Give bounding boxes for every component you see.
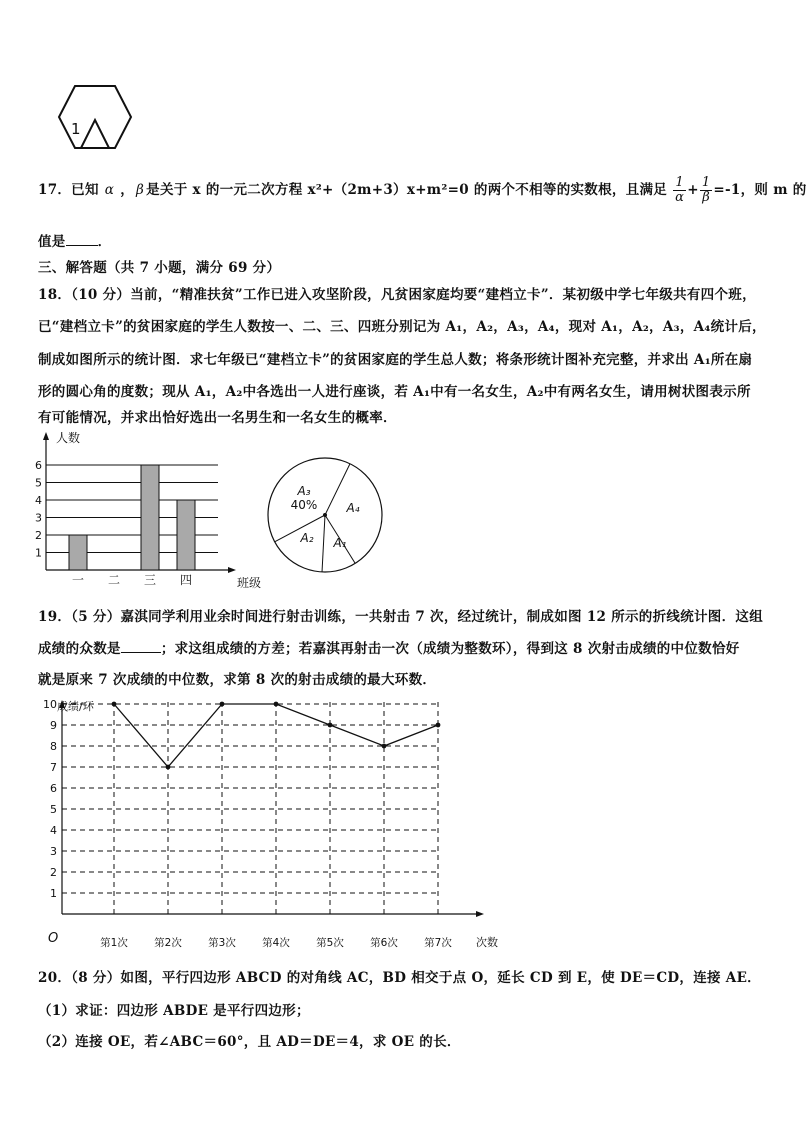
q18-line-1: 18．（10 分）当前，“精准扶贫”工作已进入攻坚阶段，凡贫困家庭均要“建档立卡”．某初级中学七年级共有四个班，: [38, 287, 756, 303]
bar-ytick-label: 5: [35, 476, 42, 490]
q18-line-3: 制成如图所示的统计图．求七年级已“建档立卡”的贫困家庭的学生总人数；将条形统计图补充完整，并求出 A₁所在扇: [38, 352, 753, 368]
line-point: [328, 723, 333, 728]
pie-percent-label: 40%: [290, 498, 318, 512]
line-xtick-label: 第1次: [100, 937, 128, 949]
line-point: [220, 702, 225, 707]
line-ytick-label: 8: [50, 740, 57, 753]
line-y-axis-title: 成绩/环: [57, 700, 94, 713]
bar-category-label: 四: [179, 573, 193, 587]
line-xtick-label: 第2次: [154, 937, 182, 949]
line-point: [436, 723, 441, 728]
q17-period: ．: [97, 234, 112, 250]
line-xtick-label: 第7次: [424, 937, 452, 949]
line-x-axis-title: 次数: [476, 936, 498, 949]
alpha-symbol: α: [104, 182, 115, 198]
line-ytick-label: 9: [50, 719, 57, 732]
line-ytick-label: 4: [50, 824, 57, 837]
q17-text-a: 17．已知: [38, 182, 99, 198]
bar-category-label: 三: [143, 573, 157, 587]
line-chart: [30, 696, 510, 956]
pie-slice-label: A₄: [346, 501, 360, 515]
bar-4: [177, 500, 195, 570]
line-point: [274, 702, 279, 707]
bar-ytick-label: 3: [35, 511, 42, 525]
q18-line-2: 已“建档立卡”的贫困家庭的学生人数按一、二、三、四班分别记为 A₁，A₂，A₃，A₄，现对 A₁，A₂，A₃，A₄统计后，: [38, 319, 766, 335]
q20-part-2: （2）连接 OE，若∠ABC＝60°，且 AD＝DE＝4，求 OE 的长．: [38, 1034, 461, 1050]
bar-category-label: 一: [71, 573, 85, 587]
pie-chart: [260, 455, 390, 580]
q18-line-4: 形的圆心角的度数；现从 A₁，A₂中各选出一人进行座谈，若 A₁中有一名女生，A₂中有两名女生，请用树状图表示所: [38, 384, 751, 400]
bar-x-axis-title: 班级: [237, 576, 262, 590]
q19-line-2-rest: ；求这组成绩的方差；若嘉淇再射击一次（成绩为整数环），得到这 8 次射击成绩的中位数恰好: [160, 641, 740, 657]
bar-1: [69, 535, 87, 570]
hexagon-label: 1: [71, 120, 81, 138]
bar-y-axis-arrow: [43, 432, 49, 440]
q17-text-c: 是关于 x 的一元二次方程 x²+（2m+3）x+m²=0 的两个不相等的实数根，且满足: [146, 182, 668, 198]
line-ytick-label: 10: [43, 698, 57, 711]
q20-line-1: 20．（8 分）如图，平行四边形 ABCD 的对角线 AC，BD 相交于点 O，延长 CD 到 E，使 DE＝CD，连接 AE．: [38, 970, 761, 986]
line-point: [166, 765, 171, 770]
line-ytick-label: 6: [50, 782, 57, 795]
q19-answer-blank: [121, 652, 161, 653]
line-xtick-label: 第6次: [370, 937, 398, 949]
plus-sign: +: [687, 182, 699, 198]
q17-text-d: =-1，则 m 的: [713, 182, 807, 198]
section-3-title: 三、解答题（共 7 小题，满分 69 分）: [38, 260, 281, 276]
line-point: [112, 702, 117, 707]
q17-value-label: 值是: [38, 234, 66, 250]
line-ytick-label: 1: [50, 887, 57, 900]
line-ytick-label: 5: [50, 803, 57, 816]
pie-slice-label: A₂: [300, 531, 314, 545]
line-x-axis-arrow: [476, 911, 484, 917]
q18-line-5: 有可能情况，并求出恰好选出一名男生和一名女生的概率．: [38, 410, 397, 426]
bar-3: [141, 465, 159, 570]
line-point: [382, 744, 387, 749]
line-ytick-label: 7: [50, 761, 57, 774]
fraction-1-over-beta: $\frac{1}{\beta}$: [701, 175, 711, 205]
bar-category-label: 二: [107, 573, 121, 587]
bar-ytick-label: 6: [35, 459, 42, 472]
q17-line1: [38, 176, 807, 205]
line-xtick-label: 第5次: [316, 937, 344, 949]
line-ytick-label: 3: [50, 845, 57, 858]
bar-chart: [30, 426, 275, 592]
pie-slice-label: A₃: [297, 484, 311, 498]
q17-answer-blank: [66, 245, 98, 246]
hexagon-figure: [55, 84, 135, 150]
bar-ytick-label: 4: [35, 494, 42, 507]
fraction-1-over-alpha: $\frac{1}{\alpha}$: [675, 175, 685, 205]
beta-symbol: β: [136, 182, 145, 198]
line-xtick-label: 第4次: [262, 937, 290, 949]
q19-line-1: 19．（5 分）嘉淇同学利用业余时间进行射击训练，一共射击 7 次，经过统计，制成如图 12 所示的折线统计图．这组: [38, 609, 764, 625]
q17-text-b: ，: [120, 182, 135, 198]
line-xtick-label: 第3次: [208, 937, 236, 949]
q19-line-2: [38, 637, 740, 657]
bar-ytick-label: 2: [35, 529, 42, 542]
bar-ytick-label: 1: [35, 546, 42, 560]
bar-x-axis-arrow: [228, 567, 236, 573]
q19-line-3: 就是原来 7 次成绩的中位数，求第 8 次的射击成绩的最大环数．: [38, 672, 437, 688]
line-ytick-label: 2: [50, 866, 57, 879]
pie-center-dot: [323, 513, 327, 517]
q17-line2: [38, 230, 111, 250]
bar-y-axis-title: 人数: [56, 431, 81, 445]
q20-part-1: （1）求证：四边形 ABDE 是平行四边形；: [38, 1003, 310, 1019]
q19-mode-prompt: 成绩的众数是: [38, 641, 121, 657]
pie-slice-label: A₁: [333, 536, 347, 550]
line-origin-label: O: [48, 931, 59, 946]
